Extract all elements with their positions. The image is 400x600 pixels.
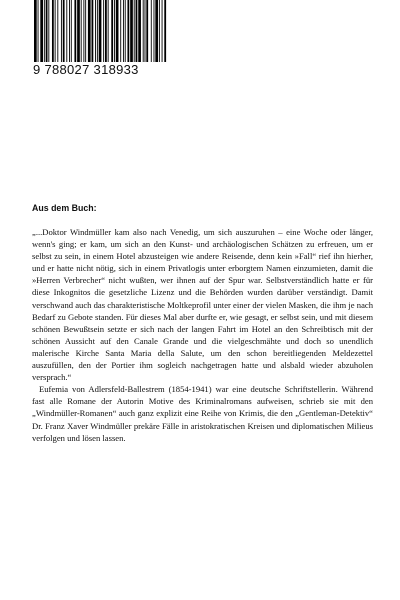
barcode-bar <box>154 0 155 62</box>
barcode-bar <box>83 0 84 62</box>
barcode-bar <box>159 0 160 62</box>
barcode-bar <box>125 0 126 62</box>
barcode-bar <box>34 0 37 62</box>
barcode-bar <box>99 0 102 62</box>
barcode-bars <box>33 0 168 62</box>
barcode-bar <box>155 0 158 62</box>
barcode-bar <box>138 0 141 62</box>
book-blurb <box>32 226 373 444</box>
barcode-bar <box>97 0 98 62</box>
barcode-bar <box>120 0 121 62</box>
barcode-bar <box>164 0 166 62</box>
barcode-bar <box>95 0 96 62</box>
barcode-bar <box>81 0 82 62</box>
barcode-bar <box>108 0 109 62</box>
barcode-bar <box>77 0 80 62</box>
barcode-bar <box>92 0 94 62</box>
barcode-bar <box>111 0 113 62</box>
excerpt-paragraph: „...Doktor Windmüller kam also nach Venedig, um sich auszuruhen – eine Woche oder länger, wenn's ging; er kam, um sich an den Kunst- und archäologischen Schätzen zu erfreuen, um er selbst zu sein, in einem Hotel abzusteigen wie andere Reisende, denn kein »Fall“ rief ihn hierher, und er hatte nicht nötig, sich in einem Privatlogis unter erborgtem Namen einzumieten, damit die »Herren Verbrecher“ nicht wußten, wer ihnen auf der Spur war. Selbstverständlich hatte er für diese Inkognitos die gesetzliche Lizenz und die Behörden wurden darüber verständigt. Damit verschwand auch das charakteristische Moltkeprofil unter einer der vielen Masken, die ihm je nach Bedarf zu Gebote standen. Für dieses Mal aber durfte er, wie gesagt, er selbst sein, und mit diesem schönen Bewußtsein setzte er sich nach der langen Fahrt im Hotel an den Schreibtisch mit der schönen Aussicht auf den Canale Grande und die vielgeschmähte und doch so unendlich malerische Kirche Santa Maria della Salute, um den schon bereitliegenden Meldezettel auszufüllen, den der Portier ihm sogleich nachgetragen hatte und alsbald wieder abzuholen versprach.“ <box>32 227 373 383</box>
barcode-bar <box>88 0 91 62</box>
barcode-bar <box>63 0 65 62</box>
barcode-bar <box>66 0 67 62</box>
isbn-number: 9 788027 318933 <box>33 62 139 77</box>
barcode-bar <box>38 0 39 62</box>
author-paragraph: Eufemia von Adlersfeld-Ballestrem (1854-1941) war eine deutsche Schriftstellerin. Während fast alle Romane der Autorin Motive des Kriminalromans aufweisen, schrieb sie mit den „Windmüller-Romanen“ auch ganz explizit eine Reihe von Krimis, die den „Gentleman-Detektiv“ Dr. Franz Xaver Windmüller prekäre Fälle in aristokratischen Kreisen und diplomatischen Milieus verfolgen und lösen lassen. <box>32 384 373 443</box>
barcode-bar <box>40 0 43 62</box>
barcode-bar <box>123 0 124 62</box>
barcode-bar <box>105 0 107 62</box>
barcode-bar <box>52 0 54 62</box>
barcode-bar <box>74 0 76 62</box>
barcode-bar <box>46 0 48 62</box>
barcode-bar <box>71 0 72 62</box>
section-heading: Aus dem Buch: <box>32 203 97 213</box>
barcode-bar <box>146 0 148 62</box>
barcode-bar <box>145 0 146 62</box>
barcode-bar <box>61 0 62 62</box>
barcode-bar <box>114 0 115 62</box>
barcode-bar <box>116 0 119 62</box>
barcode-bar <box>48 0 49 62</box>
barcode-bar <box>130 0 133 62</box>
barcode-bar <box>103 0 104 62</box>
isbn-barcode <box>33 0 168 98</box>
barcode-bar <box>151 0 152 62</box>
barcode-bar <box>134 0 135 62</box>
barcode-bar <box>57 0 58 62</box>
barcode-bar <box>44 0 45 62</box>
barcode-bar <box>127 0 129 62</box>
barcode-bar <box>85 0 86 62</box>
barcode-bar <box>55 0 56 62</box>
barcode-bar <box>136 0 138 62</box>
barcode-bar <box>162 0 163 62</box>
barcode-bar <box>69 0 70 62</box>
barcode-bar <box>143 0 144 62</box>
